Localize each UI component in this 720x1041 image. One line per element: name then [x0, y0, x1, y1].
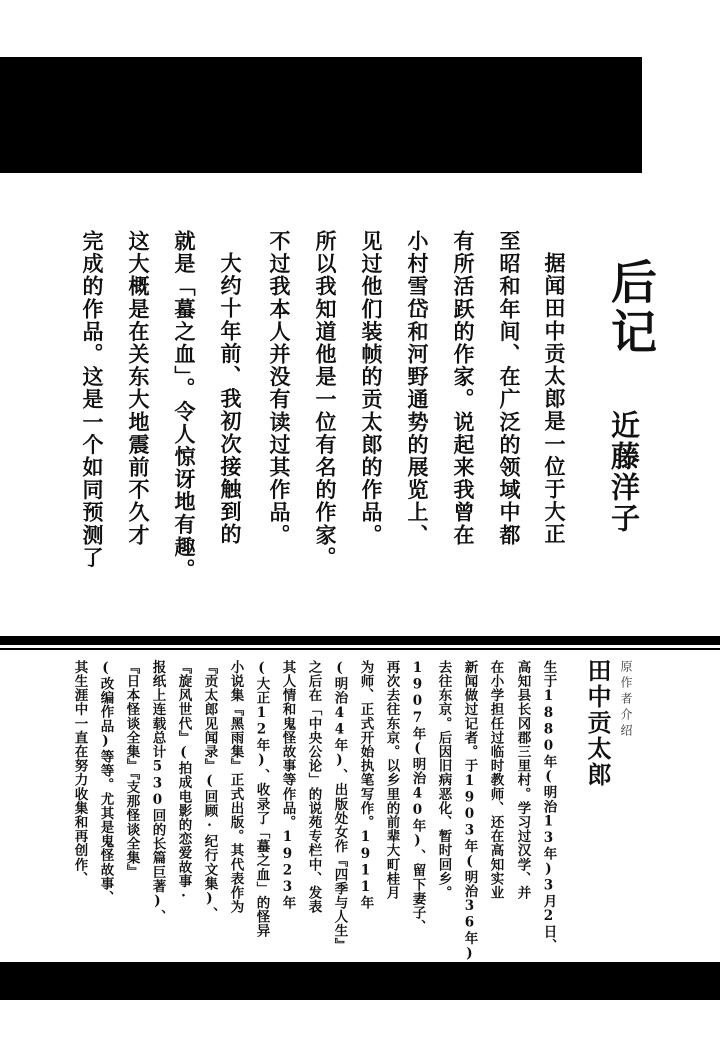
bio-line: 『贡太郎见闻录』(回顾·纪行文集)、 — [201, 660, 218, 922]
bio-line: (大正12年)、收录了「蟇之血」的怪异 — [253, 660, 270, 938]
bio-line: 报纸上连载总计530回的长篇巨著)、 — [149, 660, 166, 924]
afterword-line: 见过他们装帧的贡太郎的作品。 — [359, 230, 383, 547]
bio-line: 1907年(明治40年)、留下妻子、 — [409, 660, 426, 934]
afterword-line: 有所活跃的作家。说起来我曾在 — [451, 230, 475, 547]
afterword-line: 小村雪岱和河野通势的展览上、 — [405, 230, 429, 547]
top-black-band — [0, 57, 642, 173]
afterword-line: 完成的作品。这是一个如同预测了 — [80, 230, 104, 569]
bio-name: 田中贡太郎 — [583, 658, 611, 788]
bio-line: (明治44年)、出版处女作『四季与人生』 — [331, 660, 348, 952]
bio-line: 之后在「中央公论」的说苑专栏中、发表 — [305, 660, 322, 914]
bio-line: 『日本怪谈全集』『支那怪谈全集』 — [123, 660, 140, 879]
afterword-author: 近藤洋子 — [607, 410, 641, 534]
afterword-line: 不过我本人并没有读过其作品。 — [267, 230, 291, 547]
afterword-line: 大约十年前、我初次接触到的 — [218, 252, 242, 546]
bio-line: 生于1880年(明治13年)3月2日、 — [540, 660, 557, 953]
afterword-line: 就是「蟇之血」。令人惊讶地有趣。 — [172, 230, 196, 582]
bio-line: 新闻做过记者。于1903年(明治36年) — [461, 660, 478, 962]
bio-line: 去往东京。后因旧病恶化、暂时回乡。 — [435, 660, 452, 900]
bio-tag: 原作者介绍 — [619, 660, 633, 740]
afterword-line: 据闻田中贡太郎是一位于大正 — [542, 252, 566, 546]
bio-line: 在小学担任过临时教师、还在高知实业 — [487, 660, 504, 900]
bio-line: 其生涯中一直在努力收集和再创作、 — [71, 660, 88, 886]
divider-thick — [0, 636, 720, 645]
afterword-line: 所以我知道他是一位有名的作家。 — [313, 230, 337, 569]
divider-thin — [0, 648, 720, 650]
afterword-line: 至昭和年间、在广泛的领域中都 — [497, 230, 521, 547]
bio-line: (改编作品)等等。尤其是鬼怪故事、 — [97, 660, 114, 905]
afterword-title: 后记 — [604, 258, 658, 358]
bottom-black-band — [0, 962, 720, 1000]
bio-line: 小说集『黑雨集』正式出版。其代表作为 — [227, 660, 244, 914]
bio-line: 其人情和鬼怪故事等作品。1923年 — [279, 660, 296, 910]
bio-line: 『旋风世代』(拍成电影的恋爱故事· — [175, 660, 192, 905]
afterword-line: 这大概是在关东大地震前不久才 — [126, 230, 150, 547]
bio-line: 高知县长冈郡三里村。学习过汉学、并 — [514, 660, 531, 900]
bio-line: 为师、正式开始执笔写作。1911年 — [357, 660, 374, 910]
bio-line: 再次去往东京。以乡里的前辈大町桂月 — [383, 660, 400, 900]
